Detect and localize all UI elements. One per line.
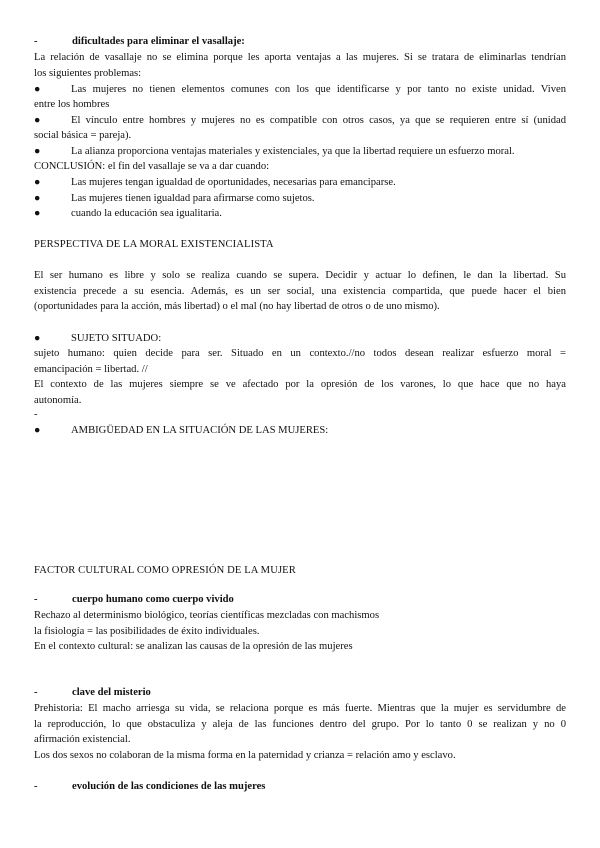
- bullet-icon: ●: [34, 115, 41, 126]
- bullet-item: ● Las mujeres tengan igualdad de oportunidades, necesarias para emanciparse.: [34, 175, 566, 191]
- paragraph-line: afirmación existencial.: [34, 734, 131, 745]
- bullet-continuation: social básica = pareja).: [34, 130, 132, 141]
- bullet-item-ambiguedad: ● AMBIGÜEDAD EN LA SITUACIÓN DE LAS MUJERES:: [34, 423, 566, 439]
- bullet-item: ● Las mujeres no tienen elementos comunes con los que identificarse y por tanto no existe unidad. Viven: [34, 82, 566, 98]
- bullet-continuation: entre los hombres: [34, 99, 110, 110]
- bullet-item: ● El vínculo entre hombres y mujeres no es compatible con otros casos, ya que se requieren entre sí (unidad: [34, 113, 566, 129]
- bullet-icon: ●: [34, 208, 41, 219]
- paragraph-line: La relación de vasallaje no se elimina porque les aporta ventajas a las mujeres. Si se tratara de eliminarlas tendrían: [34, 52, 566, 63]
- bullet-item: ● Las mujeres tienen igualdad para afirmarse como sujetos.: [34, 191, 566, 207]
- bullet-item: ● La alianza proporciona ventajas materiales y existenciales, ya que la libertad requiere un esfuerzo moral.: [34, 144, 566, 160]
- paragraph-line: Prehistoria: El macho arriesga su vida, se relaciona porque es más fuerte. Mientras que la mujer es servidumbre de: [34, 703, 566, 714]
- paragraph-line: la fisiología = las posibilidades de éxito individuales.: [34, 626, 260, 637]
- paragraph-line: Rechazo al determinismo biológico, teorías científicas mezcladas con machismos: [34, 610, 380, 621]
- section-heading-factor-cultural: FACTOR CULTURAL COMO OPRESIÓN DE LA MUJER: [34, 565, 296, 576]
- paragraph-line: Los dos sexos no colaboran de la misma forma en la paternidad y crianza = relación amo y esclavo.: [34, 750, 456, 761]
- bullet-icon: ●: [34, 425, 41, 436]
- subheading-cuerpo: - cuerpo humano como cuerpo vivido: [34, 594, 234, 605]
- bullet-icon: ●: [34, 333, 41, 344]
- paragraph-line: (oportunidades para la acción, más libertad) o el mal (no hay libertad de otros o de uno mismo).: [34, 301, 440, 312]
- paragraph-line: los siguientes problemas:: [34, 68, 142, 79]
- bullet-icon: ●: [34, 177, 41, 188]
- subheading-clave: - clave del misterio: [34, 687, 151, 698]
- bullet-icon: ●: [34, 193, 41, 204]
- subheading-vasallaje: - dificultades para eliminar el vasallaje:: [34, 36, 245, 47]
- bullet-item: ● cuando la educación sea igualitaria.: [34, 206, 566, 222]
- paragraph-line: emancipación = libertad. //: [34, 364, 148, 375]
- paragraph-line: El ser humano es libre y solo se realiza cuando se supera. Decidir y actuar lo definen, le dan la libertad. Su: [34, 270, 566, 281]
- paragraph-line: la reproducción, lo que obstaculiza y aleja de las funciones dentro del grupo. Por lo tanto 0 se realizan y no 0: [34, 719, 566, 730]
- paragraph-line: existencia precede a su esencia. Además, es un ser social, una existencia compartida, que puede hacer el bien: [34, 286, 566, 297]
- stray-dash: -: [34, 409, 38, 420]
- paragraph-line: sujeto humano: quien decide para ser. Situado en un contexto.//no todos desean realizar esfuerzo moral =: [34, 348, 566, 359]
- bullet-icon: ●: [34, 84, 41, 95]
- paragraph-line: En el contexto cultural: se analizan las causas de la opresión de las mujeres: [34, 641, 353, 652]
- paragraph-line: El contexto de las mujeres siempre se ve afectado por la opresión de los varones, lo que hace que no haya: [34, 379, 566, 390]
- bullet-icon: ●: [34, 146, 41, 157]
- subheading-evolucion: - evolución de las condiciones de las mujeres: [34, 781, 266, 792]
- conclusion-line: CONCLUSIÓN: el fin del vasallaje se va a dar cuando:: [34, 161, 270, 172]
- paragraph-line: autonomía.: [34, 395, 82, 406]
- section-heading-moral: PERSPECTIVA DE LA MORAL EXISTENCIALISTA: [34, 239, 274, 250]
- bullet-item-sujeto: ● SUJETO SITUADO:: [34, 331, 566, 347]
